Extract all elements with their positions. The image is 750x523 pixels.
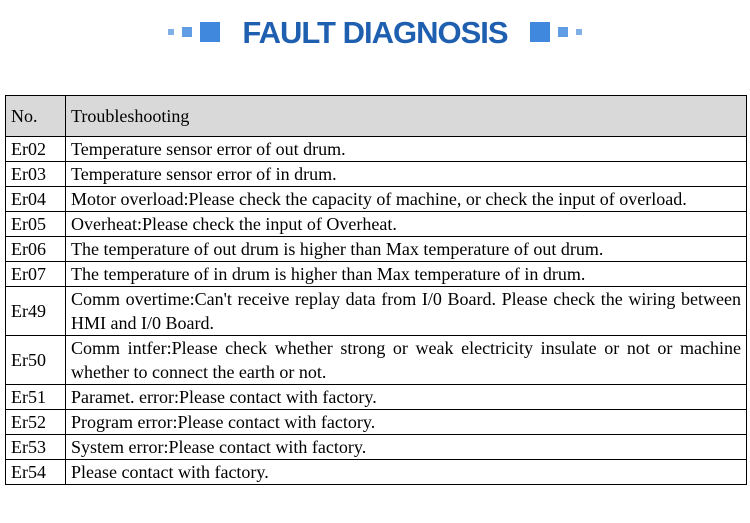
- fault-code: Er50: [6, 336, 66, 385]
- fault-description: The temperature of in drum is higher than Max temperature of in drum.: [66, 262, 747, 287]
- table-row: [6, 385, 747, 410]
- table-row: [6, 237, 747, 262]
- fault-code: Er49: [6, 287, 66, 336]
- fault-description: Program error:Please contact with factory.: [66, 410, 747, 435]
- fault-code: Er54: [6, 460, 66, 485]
- right-decoration: [530, 22, 582, 42]
- column-header-no: No.: [6, 96, 66, 137]
- table-row: [6, 287, 747, 336]
- fault-description: Please contact with factory.: [66, 460, 747, 485]
- table-row: [6, 187, 747, 212]
- table-row: [6, 137, 747, 162]
- table-header-row: [6, 96, 747, 137]
- fault-description: Temperature sensor error of out drum.: [66, 137, 747, 162]
- fault-description: System error:Please contact with factory.: [66, 435, 747, 460]
- fault-code: Er51: [6, 385, 66, 410]
- fault-code: Er52: [6, 410, 66, 435]
- table-row: [6, 410, 747, 435]
- fault-code: Er04: [6, 187, 66, 212]
- fault-code: Er02: [6, 137, 66, 162]
- fault-description: Paramet. error:Please contact with factory.: [66, 385, 747, 410]
- table-row: [6, 460, 747, 485]
- page-title: FAULT DIAGNOSIS: [242, 14, 508, 50]
- fault-description: Temperature sensor error of in drum.: [66, 162, 747, 187]
- fault-code: Er06: [6, 237, 66, 262]
- table-row: [6, 262, 747, 287]
- fault-code: Er03: [6, 162, 66, 187]
- fault-code: Er05: [6, 212, 66, 237]
- fault-code: Er53: [6, 435, 66, 460]
- square-icon: [530, 22, 550, 42]
- fault-description: Motor overload:Please check the capacity of machine, or check the input of overload.: [66, 187, 747, 212]
- left-decoration: [168, 22, 220, 42]
- fault-description: Comm intfer:Please check whether strong or weak electricity insulate or not or machine whether to connect the earth or not.: [66, 336, 747, 385]
- square-icon: [558, 27, 568, 37]
- square-icon: [168, 29, 174, 35]
- section-banner: [0, 10, 750, 54]
- fault-table: [5, 95, 747, 485]
- fault-description: Overheat:Please check the input of Overheat.: [66, 212, 747, 237]
- column-header-troubleshooting: Troubleshooting: [66, 96, 747, 137]
- square-icon: [182, 27, 192, 37]
- fault-code: Er07: [6, 262, 66, 287]
- square-icon: [200, 22, 220, 42]
- table-row: [6, 336, 747, 385]
- fault-description: Comm overtime:Can't receive replay data from I/0 Board. Please check the wiring between HMI and I/0 Board.: [66, 287, 747, 336]
- square-icon: [576, 29, 582, 35]
- table-row: [6, 212, 747, 237]
- fault-description: The temperature of out drum is higher than Max temperature of out drum.: [66, 237, 747, 262]
- table-row: [6, 435, 747, 460]
- table-row: [6, 162, 747, 187]
